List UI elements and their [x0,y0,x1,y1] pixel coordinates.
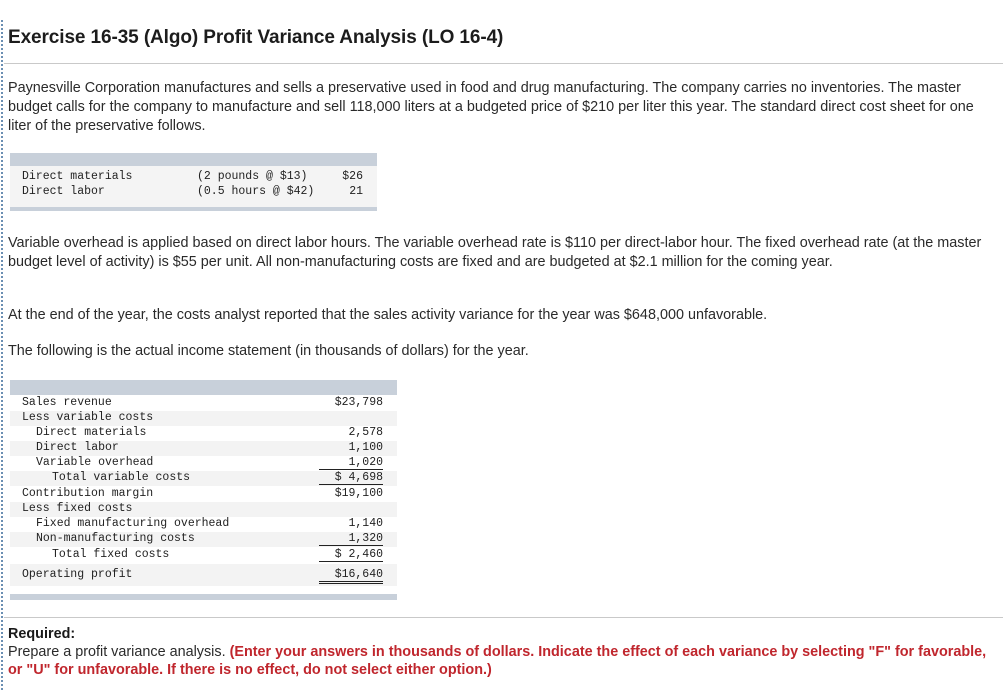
row-value: $ 2,460 [319,548,383,562]
income-statement [10,380,397,601]
variance-paragraph: At the end of the year, the costs analyst reported that the sales activity variance for the year was $648,000 unfavorable. [8,307,768,323]
cost-table-footer-bar [10,207,377,211]
row-less-fixed [10,502,397,517]
row-non-mfg-costs [10,532,397,547]
cost-detail: (0.5 hours @ $42) [197,185,315,198]
row-value: 1,020 [319,456,383,470]
overhead-paragraph: Variable overhead is applied based on direct labor hours. The variable overhead rate is $110 per direct-labor hour. The fixed overhead rate (at the master budget level of activity) is $55 per unit. All non-manufacturing costs are fixed and are budgeted at $2.1 million for the coming year. [8,235,982,270]
cost-amount: $26 [342,170,363,183]
required-instruction: (Enter your answers in thousands of dollars. Indicate the effect of each variance by selecting "F" for favorable, or "U" for unfavorable. If there is no effect, do not select either option.) [8,644,987,678]
row-direct-labor [10,441,397,456]
row-label: Contribution margin [22,487,154,500]
row-total-fixed [10,548,397,563]
row-label: Variable overhead [36,456,154,469]
row-value: $23,798 [334,396,383,409]
row-label: Direct materials [36,426,147,439]
row-label: Sales revenue [22,396,112,409]
row-operating-profit [10,564,397,586]
cost-detail: (2 pounds @ $13) [197,170,308,183]
required-section [8,625,993,679]
row-label: Direct labor [36,441,119,454]
left-dotted-border [1,20,3,690]
required-divider [4,617,1003,618]
title-divider [4,63,1003,64]
required-heading: Required: [8,626,76,642]
income-header-bar [10,380,397,395]
row-sales-revenue [10,396,397,411]
row-less-variable [10,411,397,426]
row-label: Operating profit [22,568,133,581]
row-label: Less variable costs [22,411,154,424]
intro-paragraph: Paynesville Corporation manufactures and sells a preservative used in food and drug manufacturing. The company carries no inventories. The master budget calls for the company to manufacture and sell 118,000 liters at a budgeted price of $210 per liter this year. The standard direct cost sheet for one liter of the preservative follows. [8,80,974,134]
row-variable-overhead [10,456,397,471]
row-label: Total fixed costs [52,548,170,561]
cost-label: Direct labor [22,185,105,198]
row-label: Non-manufacturing costs [36,532,195,545]
statement-intro-paragraph: The following is the actual income statement (in thousands of dollars) for the year. [8,343,529,359]
cost-row-direct-labor [10,185,377,200]
row-direct-materials [10,426,397,441]
income-footer-bar [10,594,397,600]
row-value: 2,578 [348,426,383,439]
row-value: 1,100 [348,441,383,454]
row-fixed-mfg-overhead [10,517,397,532]
row-total-variable [10,471,397,486]
row-value: 1,320 [319,532,383,546]
cost-label: Direct materials [22,170,133,183]
row-label: Total variable costs [52,471,191,484]
row-value: $16,640 [319,568,383,584]
row-contribution-margin [10,487,397,502]
row-value: $ 4,698 [319,471,383,485]
cost-row-direct-materials [10,170,377,185]
standard-cost-sheet [10,153,377,211]
cost-amount: 21 [349,185,363,198]
row-value: 1,140 [348,517,383,530]
page-title: Exercise 16-35 (Algo) Profit Variance Analysis (LO 16-4) [8,27,504,48]
row-label: Less fixed costs [22,502,133,515]
cost-table-header-bar [10,153,377,166]
row-label: Fixed manufacturing overhead [36,517,230,530]
row-value: $19,100 [334,487,383,500]
required-text: Prepare a profit variance analysis. [8,644,226,660]
